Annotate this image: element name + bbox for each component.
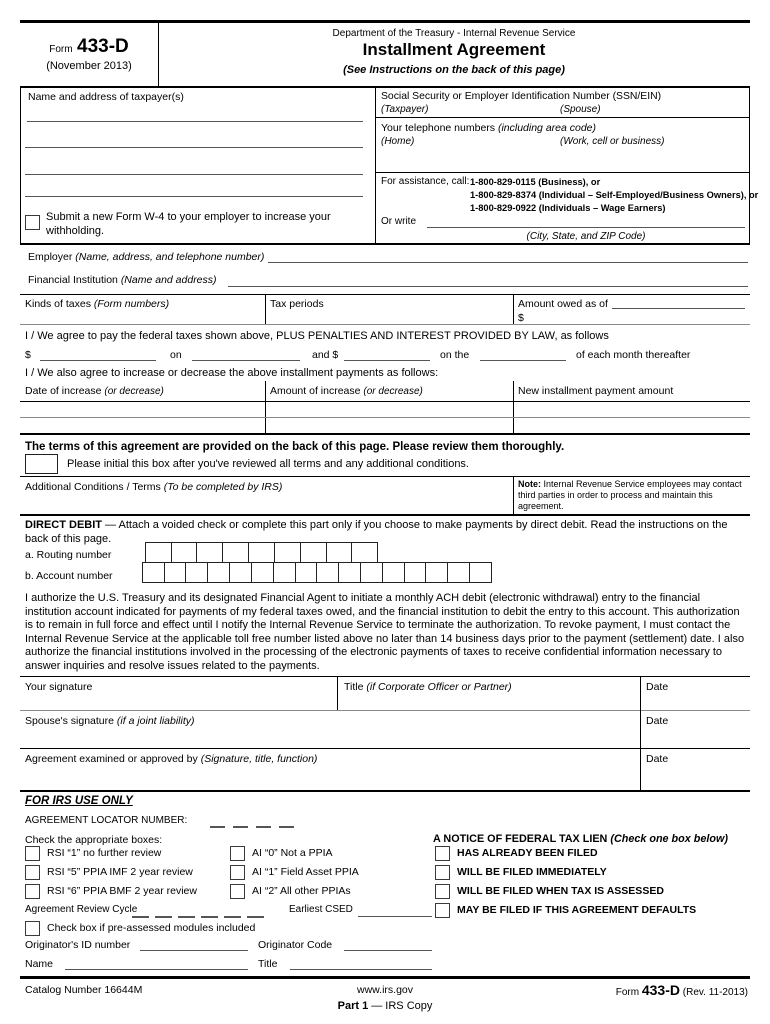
review-cycle-digit-line[interactable] xyxy=(224,916,241,918)
account-digit-box[interactable] xyxy=(338,562,361,583)
phone-label-note: (including area code) xyxy=(497,122,597,134)
account-digit-box[interactable] xyxy=(404,562,427,583)
ai-0-checkbox[interactable] xyxy=(230,846,245,861)
account-digit-box[interactable] xyxy=(360,562,383,583)
ai-2-label: AI “2” All other PPIAs xyxy=(252,885,351,897)
locator-digit-line[interactable] xyxy=(256,826,271,828)
account-digit-box[interactable] xyxy=(164,562,187,583)
account-digit-box[interactable] xyxy=(425,562,448,583)
or-write-line[interactable] xyxy=(427,227,745,228)
employer-label: Employer xyxy=(28,251,73,263)
originator-code-line[interactable] xyxy=(344,950,432,951)
account-number-boxes[interactable] xyxy=(143,562,492,583)
taxpayer-address-line-3[interactable] xyxy=(25,174,363,175)
w4-label: Submit a new Form W-4 to your employer to increase your withholding. xyxy=(46,211,331,237)
pay-amount-line[interactable] xyxy=(40,360,156,361)
tax-table-bottom-rule xyxy=(20,324,750,325)
check-boxes-label: Check the appropriate boxes: xyxy=(25,834,163,846)
account-digit-box[interactable] xyxy=(142,562,165,583)
direct-debit-intro: — Attach a voided check or complete this part only if you choose to make payments by direct debit. Read the instructions on the back of this page. xyxy=(25,519,728,545)
additional-conditions-note: (To be completed by IRS) xyxy=(163,481,283,493)
originator-name-label: Name xyxy=(25,958,54,970)
ai-0-label: AI “0” Not a PPIA xyxy=(252,847,333,859)
new-installment-label: New installment payment amount xyxy=(518,385,674,397)
routing-digit-box[interactable] xyxy=(222,542,249,563)
name-address-label: Name and address of taxpayer(s) xyxy=(28,91,184,103)
account-digit-box[interactable] xyxy=(251,562,274,583)
routing-digit-box[interactable] xyxy=(300,542,327,563)
account-digit-box[interactable] xyxy=(469,562,492,583)
financial-institution-line[interactable] xyxy=(228,286,748,287)
account-digit-box[interactable] xyxy=(316,562,339,583)
date-of-increase-note: (or decrease) xyxy=(104,386,164,397)
review-cycle-digit-line[interactable] xyxy=(155,916,172,918)
phone-label: Your telephone numbers xyxy=(381,122,496,134)
note-cell-divider xyxy=(513,476,514,514)
agree-statement: I / We agree to pay the federal taxes shown above, PLUS PENALTIES AND INTEREST PROVIDED BY LAW, as follows xyxy=(25,330,609,342)
lien-when-assessed-checkbox[interactable] xyxy=(435,884,450,899)
additional-bottom-rule xyxy=(20,514,750,516)
title-label: Title xyxy=(344,681,364,693)
date-cell-divider xyxy=(640,676,641,790)
routing-digit-box[interactable] xyxy=(351,542,378,563)
spouse-signature-note: (if a joint liability) xyxy=(116,715,195,727)
agreement-locator-label: AGREEMENT LOCATOR NUMBER: xyxy=(25,815,188,826)
locator-digit-line[interactable] xyxy=(210,826,225,828)
pay-on-the-label: on the xyxy=(440,349,470,361)
routing-digit-box[interactable] xyxy=(274,542,301,563)
page-title: Installment Agreement xyxy=(362,40,546,59)
preassessed-label: Check box if pre-assessed modules included xyxy=(47,922,256,934)
footer-part-number: Part 1 xyxy=(337,1000,369,1012)
note-text: Internal Revenue Service employees may contact third parties in order to process and maintain this agreement. xyxy=(518,479,742,511)
review-cycle-digit-line[interactable] xyxy=(201,916,218,918)
agency-name: Department of the Treasury - Internal Revenue Service xyxy=(332,28,576,39)
review-cycle-digit-line[interactable] xyxy=(178,916,195,918)
account-digit-box[interactable] xyxy=(382,562,405,583)
taxpayer-box-left-border xyxy=(20,86,21,243)
account-digit-box[interactable] xyxy=(295,562,318,583)
earliest-csed-label: Earliest CSED xyxy=(289,904,353,915)
lien-already-filed-label: HAS ALREADY BEEN FILED xyxy=(457,847,598,859)
examined-by-field[interactable] xyxy=(25,764,625,782)
increase-table-divider-2 xyxy=(513,381,514,434)
lien-filed-immediately-checkbox[interactable] xyxy=(435,865,450,880)
account-digit-box[interactable] xyxy=(229,562,252,583)
footer-form-word: Form xyxy=(615,987,640,998)
ssn-row-rule xyxy=(375,117,749,118)
originator-code-label: Originator Code xyxy=(258,939,333,951)
form-revision: (November 2013) xyxy=(46,60,132,72)
kinds-of-taxes-note: (Form numbers) xyxy=(93,298,170,310)
routing-number-label: a. Routing number xyxy=(25,549,112,561)
footer-form-revision: (Rev. 11-2013) xyxy=(682,987,748,998)
terms-bottom-rule xyxy=(20,476,750,477)
increase-row-rule xyxy=(20,417,750,418)
spouse-signature-label: Spouse's signature xyxy=(25,715,114,727)
assistance-phone-wage: 1-800-829-0922 (Individuals – Wage Earners) xyxy=(470,203,666,213)
increase-bottom-rule xyxy=(20,433,750,435)
form-number-block xyxy=(20,36,158,58)
increase-header-rule xyxy=(20,401,750,402)
amount-of-increase-label: Amount of increase xyxy=(270,385,361,397)
routing-digit-box[interactable] xyxy=(196,542,223,563)
financial-institution-note: (Name and address) xyxy=(120,274,217,286)
pay-amount2-line[interactable] xyxy=(344,360,430,361)
rsi-6-checkbox[interactable] xyxy=(25,884,40,899)
irs-use-heading: FOR IRS USE ONLY xyxy=(25,795,133,807)
locator-digit-line[interactable] xyxy=(233,826,248,828)
rsi-5-label: RSI “5” PPIA IMF 2 year review xyxy=(47,866,193,878)
date-label-3: Date xyxy=(646,753,669,765)
ai-1-checkbox[interactable] xyxy=(230,865,245,880)
ach-authorization-text: I authorize the U.S. Treasury and its designated Financial Agent to initiate a monthly ACH debit (electronic withdrawal) entry to the financial institution account indicated for payments of my federal taxes owed, and the financial institution to debit the entry to this account. This authorization is to remain in full force and effect until I notify the Internal Revenue Service to terminate the authorization. To revoke payment, I must contact the Internal Revenue Service at the applicable toll free number listed above no later than 14 business days prior to the payment (settlement) date. I also authorize the financial institutions involved in the processing of the electronic payments of taxes to receive confidential information necessary to answer inquiries and resolve issues related to the payments. xyxy=(25,592,745,672)
lien-heading: A NOTICE OF FEDERAL TAX LIEN xyxy=(433,833,608,845)
irs-website: www.irs.gov xyxy=(356,984,413,996)
assistance-phone-self-employed: 1-800-829-8374 (Individual – Self-Employed/Business Owners), or xyxy=(470,190,759,200)
page-subtitle: (See Instructions on the back of this page) xyxy=(343,64,565,76)
pay-date-line[interactable] xyxy=(192,360,300,361)
financial-institution-label: Financial Institution xyxy=(28,274,118,286)
locator-digit-line[interactable] xyxy=(279,826,294,828)
footer-form-number: 433-D xyxy=(641,982,680,998)
header-top-rule xyxy=(20,20,750,23)
signature-bottom-rule xyxy=(20,790,750,792)
pay-dollar-sign: $ xyxy=(25,349,31,361)
routing-digit-box[interactable] xyxy=(248,542,275,563)
employer-line[interactable] xyxy=(268,262,748,263)
taxpayer-box-bottom-rule xyxy=(20,243,750,245)
rsi-6-label: RSI “6” PPIA BMF 2 year review xyxy=(47,885,197,897)
originator-title-label: Title xyxy=(258,958,278,970)
footer-rule xyxy=(20,976,750,979)
note-word: Note: xyxy=(518,479,541,489)
increase-statement: I / We also agree to increase or decrease the above installment payments as follows: xyxy=(25,367,439,379)
date-label-2: Date xyxy=(646,715,669,727)
review-cycle-digit-line[interactable] xyxy=(247,916,264,918)
increase-table-divider-1 xyxy=(265,381,266,434)
tax-table-divider-1 xyxy=(265,294,266,324)
initial-box[interactable] xyxy=(25,454,58,474)
tax-table-top-rule xyxy=(20,294,750,295)
lien-when-assessed-label: WILL BE FILED WHEN TAX IS ASSESSED xyxy=(457,885,664,897)
pay-day-line[interactable] xyxy=(480,360,566,361)
account-number-label: b. Account number xyxy=(25,570,113,582)
examined-by-label: Agreement examined or approved by xyxy=(25,753,198,765)
date-label-1: Date xyxy=(646,681,669,693)
form-word: Form xyxy=(49,44,73,55)
footer-form-number-block xyxy=(540,982,748,998)
routing-digit-box[interactable] xyxy=(326,542,353,563)
lien-heading-note: (Check one box below) xyxy=(607,833,728,845)
amount-owed-label: Amount owed as of xyxy=(518,298,608,310)
or-write-label: Or write xyxy=(381,216,416,227)
earliest-csed-line[interactable] xyxy=(358,916,432,917)
account-digit-box[interactable] xyxy=(447,562,470,583)
initial-label: Please initial this box after you've reviewed all terms and any additional conditions. xyxy=(67,458,469,470)
ai-2-checkbox[interactable] xyxy=(230,884,245,899)
amount-dollar-sign: $ xyxy=(518,312,524,324)
terms-heading: The terms of this agreement are provided on the back of this page. Please review them thoroughly. xyxy=(25,441,565,453)
form-number: 433-D xyxy=(77,36,129,57)
pay-on-label: on xyxy=(170,349,182,361)
assistance-phone-business: 1-800-829-0115 (Business), or xyxy=(470,177,601,187)
lien-if-defaults-label: MAY BE FILED IF THIS AGREEMENT DEFAULTS xyxy=(457,904,697,916)
review-cycle-label: Agreement Review Cycle xyxy=(25,904,138,915)
taxpayer-box-mid-border xyxy=(375,86,376,243)
originator-title-line[interactable] xyxy=(290,969,432,970)
account-digit-box[interactable] xyxy=(185,562,208,583)
spouse-signature-field[interactable] xyxy=(25,726,625,744)
catalog-number: Catalog Number 16644M xyxy=(25,984,143,996)
ssn-taxpayer-hint: (Taxpayer) xyxy=(381,104,429,115)
assistance-label: For assistance, call: xyxy=(381,176,470,187)
amount-owed-date-line[interactable] xyxy=(612,308,745,309)
taxpayer-address-line-1[interactable] xyxy=(27,121,363,122)
ai-1-label: AI “1” Field Asset PPIA xyxy=(252,866,359,878)
account-digit-box[interactable] xyxy=(207,562,230,583)
w4-checkbox[interactable] xyxy=(25,215,40,230)
phone-row-rule xyxy=(375,172,749,173)
tax-periods-label: Tax periods xyxy=(270,298,324,310)
rsi-1-checkbox[interactable] xyxy=(25,846,40,861)
routing-digit-box[interactable] xyxy=(171,542,198,563)
phone-home-hint: (Home) xyxy=(381,136,415,147)
ssn-spouse-hint: (Spouse) xyxy=(560,104,601,115)
taxpayer-box-right-border xyxy=(749,86,750,243)
examined-by-note: (Signature, title, function) xyxy=(200,753,318,765)
kinds-of-taxes-label: Kinds of taxes xyxy=(25,298,91,310)
originator-id-line[interactable] xyxy=(140,950,248,951)
review-cycle-digit-line[interactable] xyxy=(132,916,149,918)
header-bottom-rule xyxy=(20,86,750,88)
employer-note: (Name, address, and telephone number) xyxy=(75,251,265,263)
pay-and-dollar-label: and $ xyxy=(312,349,339,361)
routing-number-boxes[interactable] xyxy=(146,542,378,563)
pay-thereafter-label: of each month thereafter xyxy=(576,349,691,361)
ssn-label: Social Security or Employer Identification Number (SSN/EIN) xyxy=(381,91,662,102)
footer-part-copy: — IRS Copy xyxy=(368,1000,433,1012)
lien-already-filed-checkbox[interactable] xyxy=(435,846,450,861)
originator-id-label: Originator's ID number xyxy=(25,939,131,951)
account-digit-box[interactable] xyxy=(273,562,296,583)
taxpayer-address-line-4[interactable] xyxy=(25,196,363,197)
title-note: (if Corporate Officer or Partner) xyxy=(366,681,512,693)
phone-work-hint: (Work, cell or business) xyxy=(560,136,665,147)
routing-digit-box[interactable] xyxy=(145,542,172,563)
your-signature-label: Your signature xyxy=(25,681,93,693)
date-of-increase-label: Date of increase xyxy=(25,385,102,397)
title-cell-divider xyxy=(337,676,338,710)
city-state-zip-hint: (City, State, and ZIP Code) xyxy=(526,231,646,242)
lien-filed-immediately-label: WILL BE FILED IMMEDIATELY xyxy=(457,866,607,878)
rsi-5-checkbox[interactable] xyxy=(25,865,40,880)
preassessed-checkbox[interactable] xyxy=(25,921,40,936)
additional-conditions-label: Additional Conditions / Terms xyxy=(25,481,161,493)
direct-debit-heading: DIRECT DEBIT xyxy=(25,519,102,531)
originator-name-line[interactable] xyxy=(65,969,248,970)
lien-if-defaults-checkbox[interactable] xyxy=(435,903,450,918)
amount-of-increase-note: (or decrease) xyxy=(363,386,423,397)
tax-table-divider-2 xyxy=(513,294,514,324)
rsi-1-label: RSI “1” no further review xyxy=(47,847,162,859)
your-signature-field[interactable] xyxy=(25,690,325,708)
taxpayer-address-line-2[interactable] xyxy=(25,147,363,148)
